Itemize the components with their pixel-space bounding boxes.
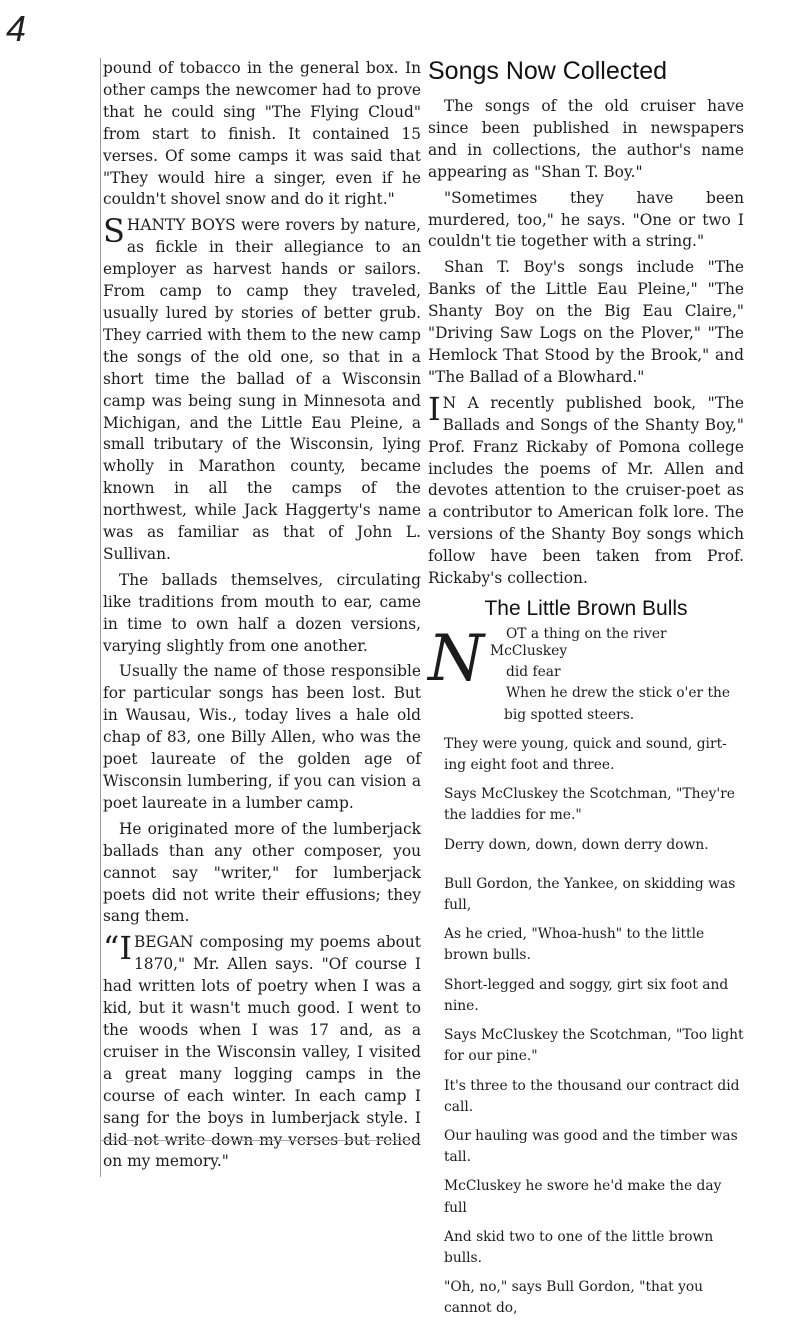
poem-line: the laddies for me." <box>444 807 582 824</box>
paragraph-began <box>103 929 421 1173</box>
poem-line: brown bulls. <box>444 947 531 964</box>
poem-stanza <box>428 786 744 824</box>
poem-line: full, <box>444 897 472 914</box>
poem-line: Short-legged and soggy, girt six foot and <box>444 976 729 993</box>
poem-line: nine. <box>444 997 479 1014</box>
poem-line: It's three to the thousand our contract did <box>444 1077 740 1094</box>
poem-line: And skid two to one of the little brown <box>444 1228 714 1245</box>
right-column <box>428 56 744 1330</box>
paragraph-book <box>428 389 744 590</box>
poem-stanza <box>428 876 744 914</box>
drop-cap: I <box>428 389 441 428</box>
poem-line: for our pine." <box>444 1048 538 1065</box>
poem-stanza <box>428 1229 744 1267</box>
poem-line: McCluskey he swore he'd make the day <box>444 1178 722 1195</box>
poem <box>428 621 744 1318</box>
poem-stanza <box>428 736 744 774</box>
poem-title: The Little Brown Bulls <box>484 596 688 620</box>
poem-stanza <box>428 926 744 964</box>
paragraph: Shan T. Boy's songs include "The Banks of the Little Eau Pleine," "The Shanty Boy on the Big Eau Claire," "Driving Saw Logs on the Plover," "The Hemlock That Stood by the Brook," and "The Ballad of a Blowhard." <box>428 258 744 386</box>
poem-line: full <box>444 1199 467 1216</box>
paragraph-text: N A recently published book, "The Ballads and Songs of the Shanty Boy," Prof. Franz Rickaby of Pomona college includes the poems of Mr. Allen and devotes attention to the cruiser-poet as a contributor to American folk lore. The versions of the Shanty Boy songs which follow have been taken from Prof. Rickaby's collection. <box>428 393 744 588</box>
poem-stanza <box>428 1128 744 1166</box>
poem-stanza <box>428 977 744 1015</box>
paragraph: The ballads themselves, circulating like traditions from mouth to ear, came in time to own half a dozen versions, varying slightly from one another. <box>103 570 421 655</box>
paragraph: "Sometimes they have been murdered, too," he says. "One or two I couldn't tie together with a string." <box>428 188 744 251</box>
paragraph: The songs of the old cruiser have since been published in newspapers and in collections, the author's name appearing as "Shan T. Boy." <box>428 97 744 181</box>
poem-line: Says McCluskey the Scotchman, "Too light <box>444 1027 744 1044</box>
poem-line: did fear <box>506 664 561 681</box>
poem-line: As he cried, "Whoa-hush" to the little <box>444 926 705 943</box>
page-number: 4 <box>6 8 27 49</box>
poem-line: ing eight foot and three. <box>444 757 615 774</box>
paragraph-text: BEGAN composing my poems about 1870," Mr. Allen says. "Of course I had written lots of poetry when I was a kid, but it wasn't much good. I went to the woods when I was 17 and, as a cruiser in the Wisconsin valley, I visited a great many logging camps in the course of each winter. In each camp I sang for the boys in lumberjack style. I did not write down my verses but relied on my memory." <box>103 933 421 1171</box>
poem-line: Our hauling was good and the timber was <box>444 1127 738 1144</box>
poem-stanza <box>428 621 744 724</box>
poem-line: big spotted steers. <box>504 706 635 723</box>
column-divider <box>100 1140 420 1141</box>
poem-line: OT a thing on the river McCluskey <box>490 625 667 660</box>
paragraph-shanty-boys <box>103 212 421 566</box>
poem-line: Bull Gordon, the Yankee, on skidding was <box>444 875 736 892</box>
poem-stanza <box>428 1027 744 1065</box>
poem-stanza <box>428 1078 744 1116</box>
paragraph: pound of tobacco in the general box. In other camps the newcomer had to prove that he could sing "The Flying Cloud" from start to finish. It contained 15 verses. Of some camps it was said that "They would hire a singer, even if he couldn't shovel snow and do it right." <box>103 59 421 209</box>
paragraph: Usually the name of those responsible for particular songs has been lost. But in Wausau, Wis., today lives a hale old chap of 83, one Billy Allen, who was the poet laureate of the golden age of Wisconsin lumbering, if you can vision a poet laureate in a lumber camp. <box>103 662 421 812</box>
paragraph-text: HANTY BOYS were rovers by nature, as fickle in their allegiance to an employer as harvest hands or sailors. From camp to camp they traveled, usually lured by stories of better grub. They carried with them to the new camp the songs of the old one, so that in a short time the ballad of a Wisconsin camp was being sung in Minnesota and Michigan, and the Little Eau Pleine, a small tributary of the Wisconsin, lying wholly in Marathon county, became known in all the camps of the northwest, while Jack Haggerty's name was as familiar as that of John L. Sullivan. <box>103 216 421 563</box>
drop-cap: “I <box>103 929 132 968</box>
poem-line: "Oh, no," says Bull Gordon, "that you <box>444 1279 704 1296</box>
section-headline: Songs Now Collected <box>428 57 668 85</box>
poem-line: tall. <box>444 1149 471 1166</box>
poem-line: Says McCluskey the Scotchman, "They're <box>444 786 735 803</box>
paragraph: He originated more of the lumberjack ballads than any other composer, you cannot say "writer," for lumberjack poets did not write their effusions; they sang them. <box>103 819 421 926</box>
poem-drop-cap: N <box>428 621 484 696</box>
poem-line: bulls. <box>444 1249 483 1266</box>
poem-line: When he drew the stick o'er the <box>506 685 731 702</box>
poem-stanza <box>428 837 744 854</box>
poem-line: cannot do, <box>444 1300 518 1317</box>
poem-line: Derry down, down, down derry down. <box>444 836 709 853</box>
poem-stanza <box>428 1178 744 1216</box>
left-column <box>100 58 421 1177</box>
poem-line: call. <box>444 1098 474 1115</box>
poem-stanza <box>428 1279 744 1317</box>
drop-cap: S <box>103 212 125 251</box>
poem-line: They were young, quick and sound, girt- <box>444 735 727 752</box>
